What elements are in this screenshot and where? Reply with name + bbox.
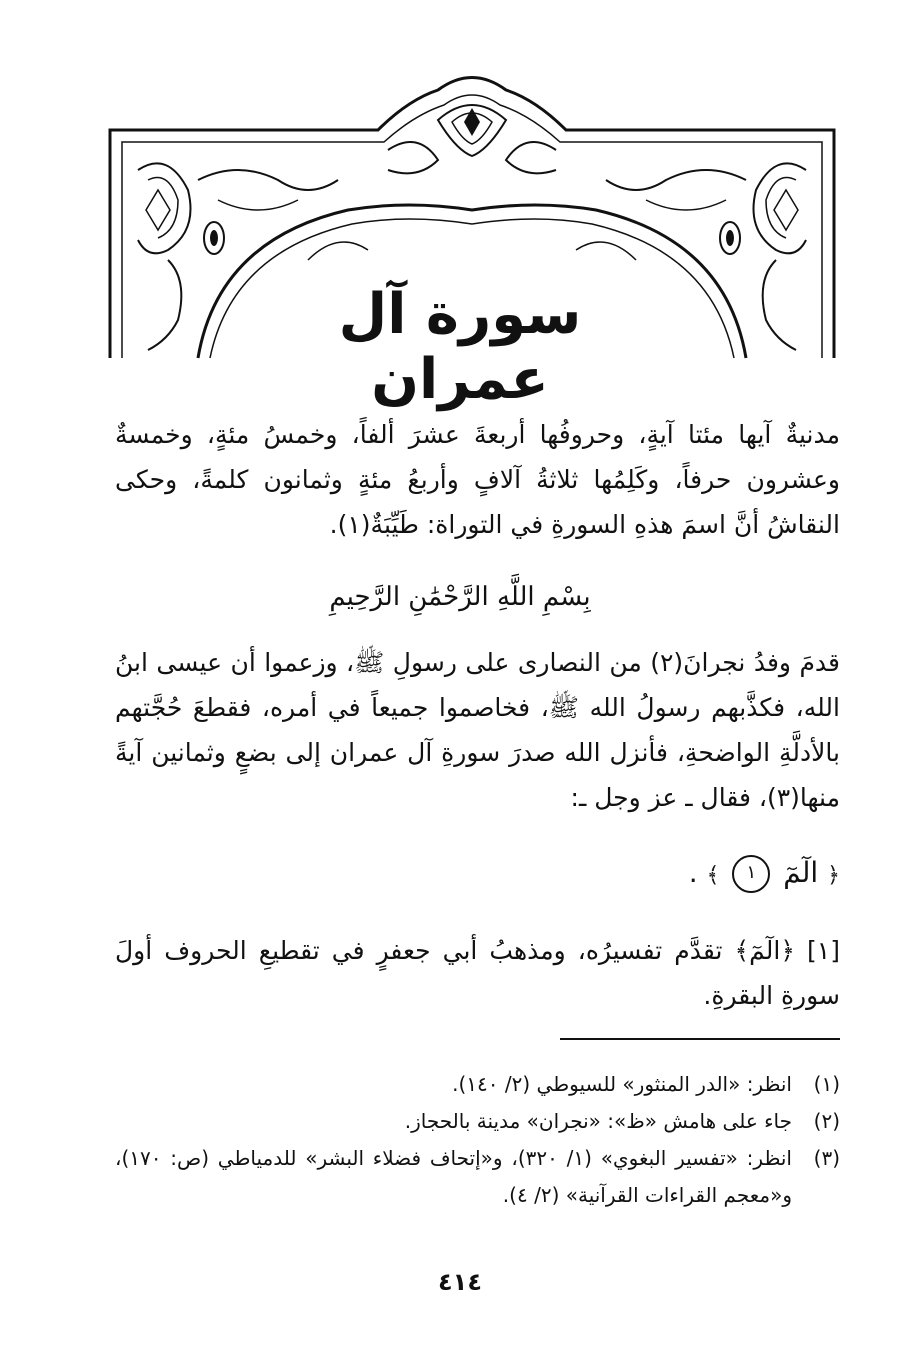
commentary-paragraph <box>115 928 840 1018</box>
footnote-text: انظر: «تفسير البغوي» (١/ ٣٢٠)، و«إتحاف فضلاء البشر» للدمياطي (ص: ١٧٠)، و«معجم القراءات القرآنية» (٢/ ٤). <box>115 1146 792 1207</box>
commentary-text: [١] ﴿الٓمٓ﴾ تقدَّم تفسيرُه، ومذهبُ أبي جعفرٍ في تقطيعِ الحروف أولَ سورةِ البقرةِ. <box>115 936 840 1010</box>
paragraph-text: قدمَ وفدُ نجرانَ(٢) من النصارى على رسولِ ﷺ، وزعموا أن عيسى ابنُ الله، فكذَّبهم رسولُ الله ﷺ، فخاصموا جميعاً في أمره، فقطعَ حُجَّتهم بالأدلَّةِ الواضحةِ، فأنزل الله صدرَ سورةِ آل عمران إلى بضعٍ وثمانين آيةً منها(٣)، فقال ـ عز وجل ـ: <box>115 648 840 812</box>
footnote-number: (٢) <box>813 1109 840 1133</box>
footnote-divider <box>560 1038 840 1040</box>
footnote-number: (١) <box>813 1072 840 1096</box>
footnote <box>115 1103 840 1140</box>
surah-intro-paragraph <box>115 412 840 547</box>
intro-text: مدنيةٌ آيها مئتا آيةٍ، وحروفُها أربعةَ عشرَ ألفاً، وخمسُ مئةٍ، وخمسةٌ وعشرون حرفاً، وكَلِمُها ثلاثةُ آلافٍ وأربعُ مئةٍ وثمانون كلمةً، وحكى النقاشُ أنَّ اسمَ هذهِ السورةِ في التوراة: طَيِّبَةٌ(١). <box>115 420 840 539</box>
footnote-number: (٣) <box>813 1146 840 1170</box>
basmala: بِسْمِ اللَّهِ الرَّحْمَٰنِ الرَّحِيمِ <box>329 582 591 612</box>
footnote-text: انظر: «الدر المنثور» للسيوطي (٢/ ١٤٠). <box>452 1072 792 1096</box>
revelation-context-paragraph <box>115 640 840 820</box>
footnote-text: جاء على هامش «ظ»: «نجران» مدينة بالحجاز. <box>404 1109 792 1133</box>
footnotes <box>115 1066 840 1214</box>
ayah-number-marker: ١ <box>732 855 770 893</box>
quran-verse <box>560 855 840 893</box>
footnote <box>115 1140 840 1214</box>
verse-open-bracket: ﴿ <box>827 863 840 888</box>
surah-title: سورة آل عمران <box>338 282 582 412</box>
verse-text: الٓمٓ <box>783 856 819 889</box>
footnote <box>115 1066 840 1103</box>
page-number: ٤١٤ <box>438 1268 482 1296</box>
verse-end-period: . <box>688 856 698 889</box>
verse-close-bracket: ﴾ <box>706 863 720 888</box>
